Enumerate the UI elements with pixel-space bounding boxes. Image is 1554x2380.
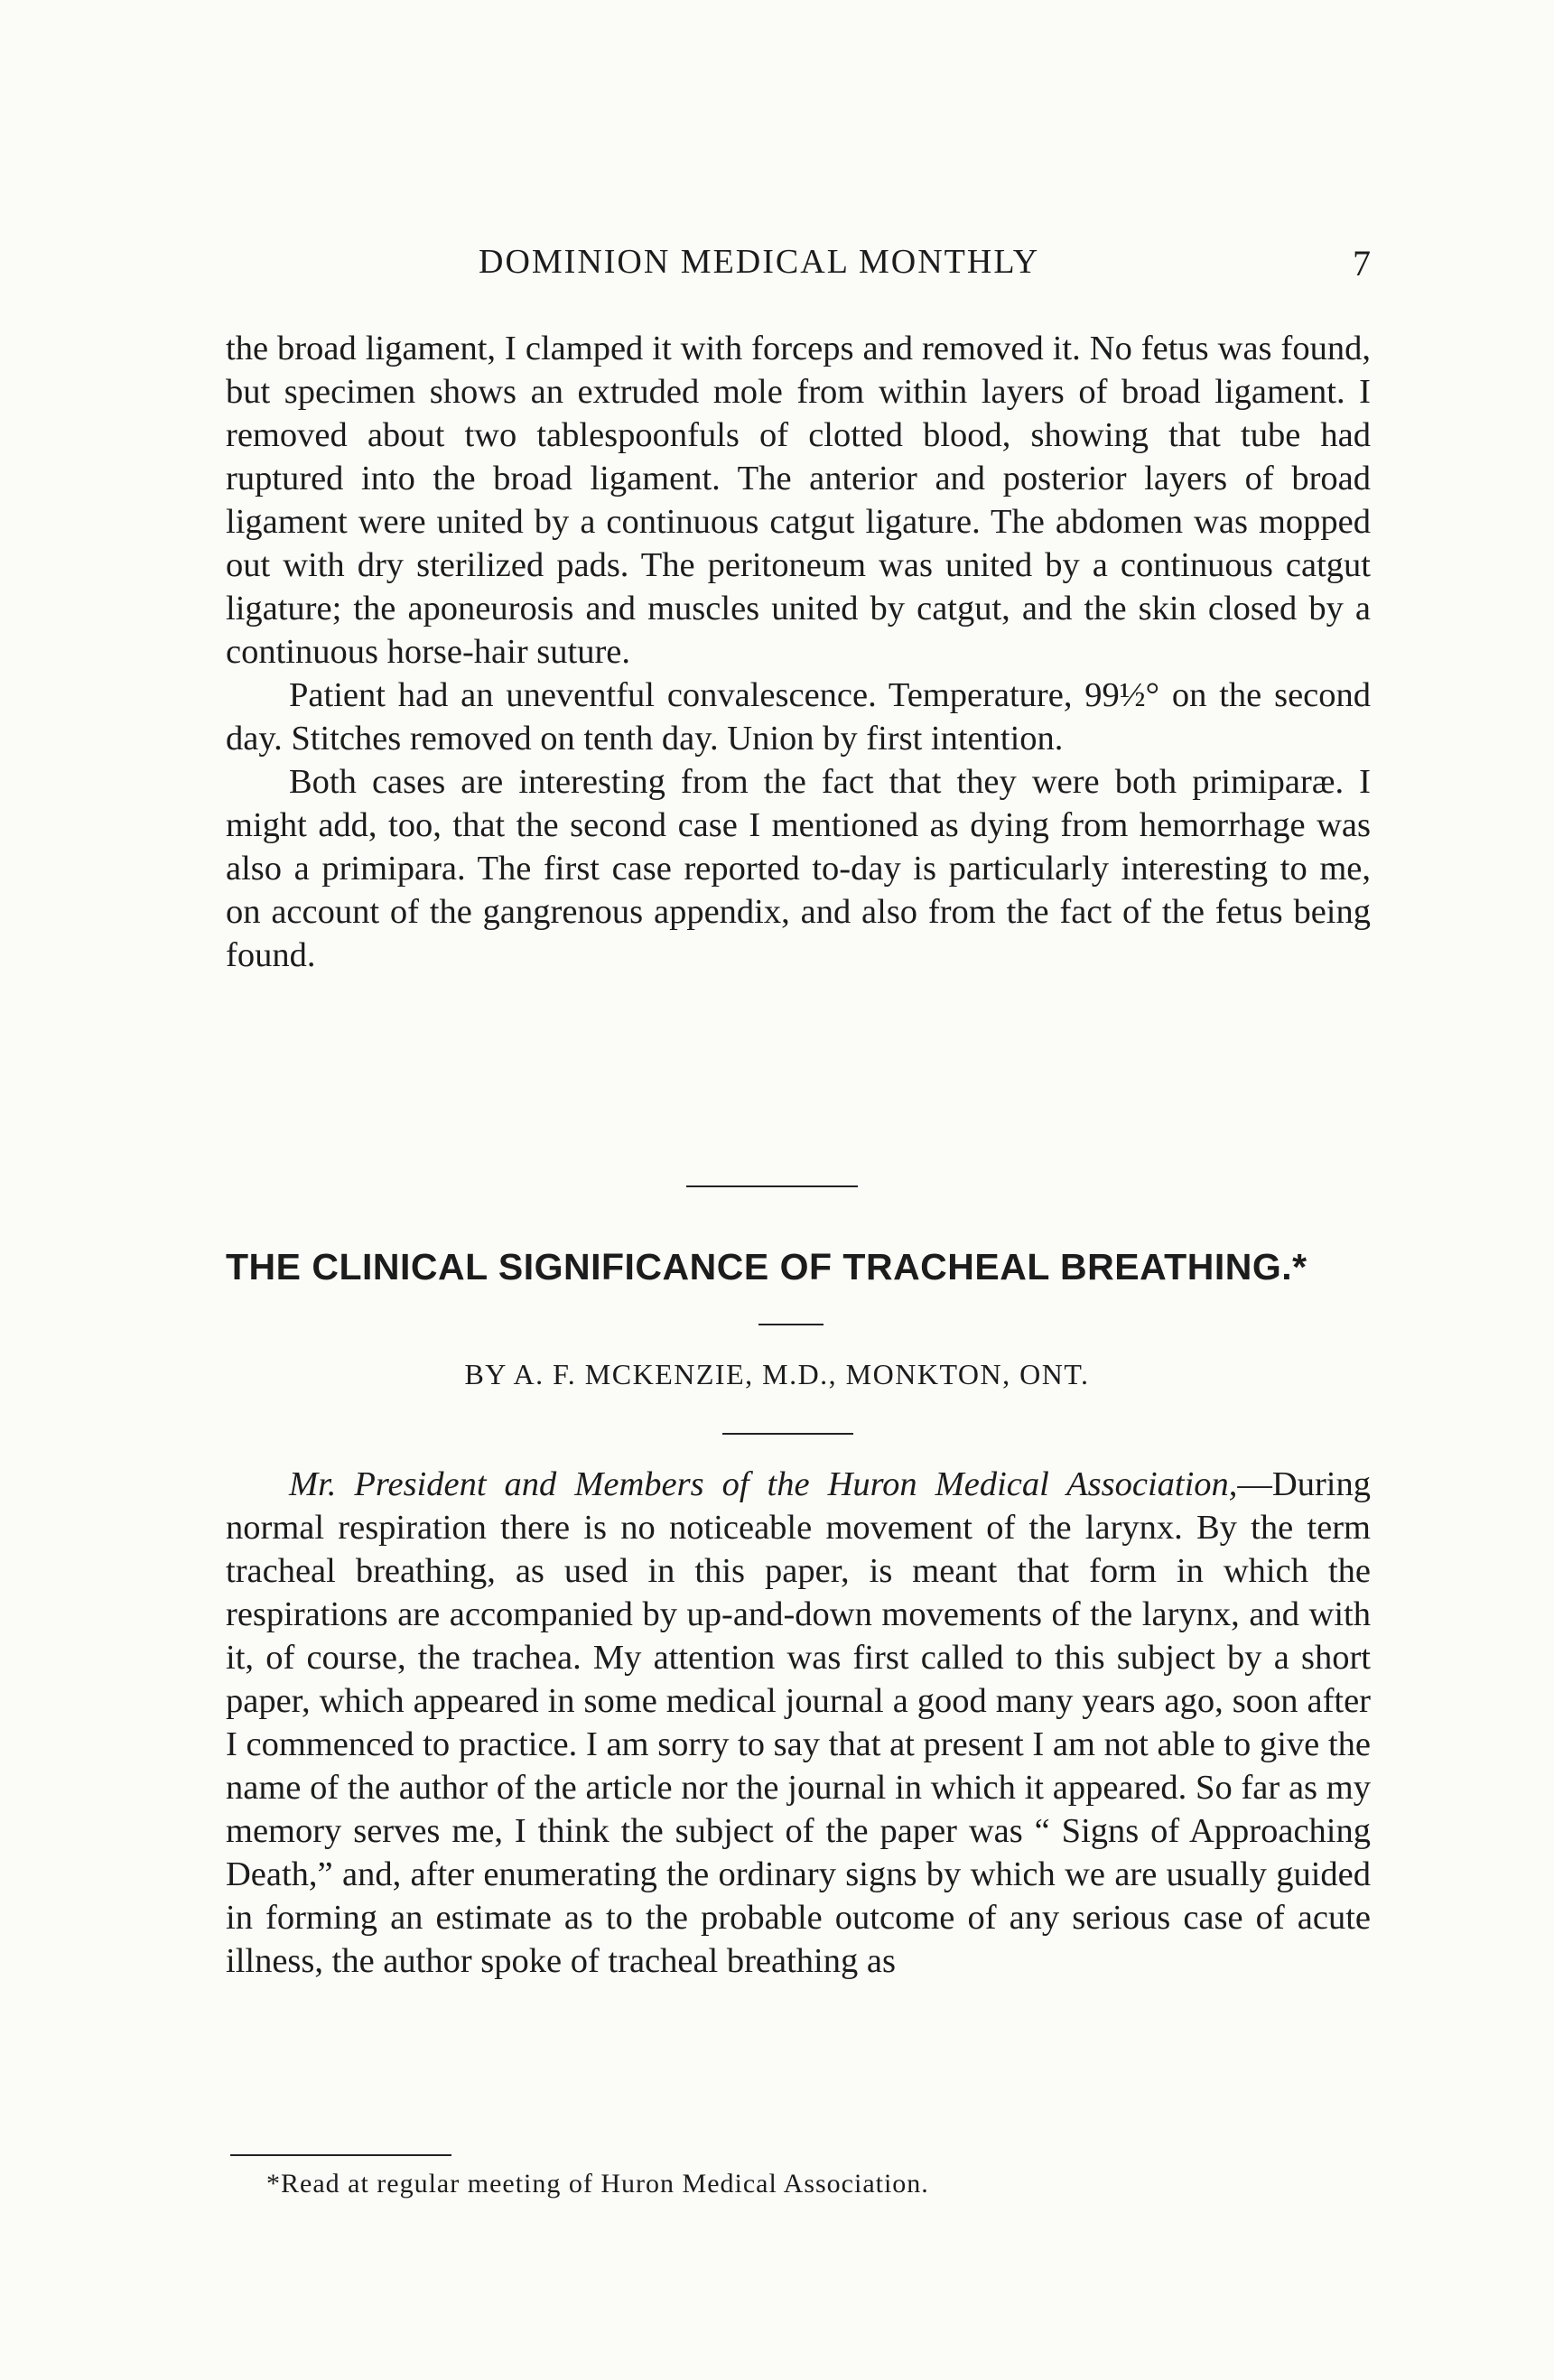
article-title: THE CLINICAL SIGNIFICANCE OF TRACHEAL BREATHING.* [226,1246,1307,1288]
paragraph: Both cases are interesting from the fact that they were both primiparæ. I might add, too, that the second case I mentioned as dying from hemorrhage was also a primipara. The first case reported to-day is particularly interesting to me, on account of the gangrenous appendix, and also from the fact of the fetus being found. [226,763,1371,974]
footnote-rule [230,2154,451,2156]
page-number: 7 [1353,243,1373,284]
paragraph: Patient had an uneventful convalescence. Temperature, 99½° on the second day. Stitches removed on tenth day. Union by first intention. [226,676,1371,758]
byline-divider [722,1433,853,1435]
continued-case-report [226,327,1371,977]
salutation: Mr. President and Members of the Huron Medical Association, [289,1465,1238,1503]
article-body [226,1463,1371,1983]
title-divider [758,1324,824,1325]
paragraph [226,1463,1371,1983]
author-byline: BY A. F. MCKENZIE, M.D., MONKTON, ONT. [464,1358,1090,1390]
body-text: —During normal respiration there is no noticeable movement of the larynx. By the term tracheal breathing, as used in this paper, is meant that form in which the respirations are accompanied by up-and-down movements of the larynx, and with it, of course, the trachea. My attention was first called to this subject by a short paper, which appeared in some medical journal a good many years ago, soon after I commenced to practice. I am sorry to say that at present I am not able to give the name of the author of the article nor the journal in which it appeared. So far as my memory serves me, I think the subject of the paper was “ Signs of Approaching Death,” and, after enumerating the ordinary signs by which we are usually guided in forming an estimate as to the probable outcome of any serious case of acute illness, the author spoke of tracheal breathing as [226,1465,1371,1980]
running-title: DOMINION MEDICAL MONTHLY [479,243,1040,281]
footnote: *Read at regular meeting of Huron Medical Association. [266,2169,929,2199]
section-divider [686,1185,858,1187]
paragraph: the broad ligament, I clamped it with forceps and removed it. No fetus was found, but specimen shows an extruded mole from within layers of broad ligament. I removed about two tablespoonfuls of clotted blood, showing that tube had ruptured into the broad ligament. The anterior and posterior layers of broad ligament were united by a continuous catgut ligature. The abdomen was mopped out with dry sterilized pads. The peritoneum was united by a continuous catgut ligature; the aponeurosis and muscles united by catgut, and the skin closed by a continuous horse-hair suture. [226,330,1371,671]
